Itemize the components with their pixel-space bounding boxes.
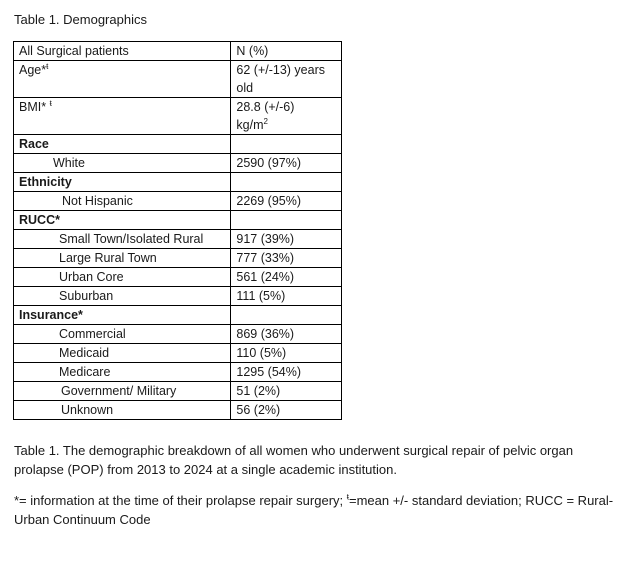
race-heading-value [231,135,342,154]
bmi-value [231,98,342,135]
table-row [14,401,342,420]
footnote-sup: ŧ [346,492,349,502]
age-sup: ŧ [46,61,49,71]
footnote-part1: *= information at the time of their prolapse repair surgery; [14,493,347,508]
age-label-text: Age* [19,63,47,77]
rucc-row-label: Small Town/Isolated Rural [14,230,231,249]
table-row [14,192,342,211]
rucc-heading-row [14,211,342,230]
table-footnote [14,491,614,529]
insurance-row-label: Commercial [14,325,231,344]
insurance-row-label: Government/ Military [14,382,231,401]
age-value [231,61,342,98]
insurance-row-label: Medicare [14,363,231,382]
table-row [14,325,342,344]
table-header-row [14,42,342,61]
rucc-row-value: 777 (33%) [231,249,342,268]
age-value-line2: old [236,81,254,95]
age-label [14,61,231,98]
race-row-value: 2590 (97%) [231,154,342,173]
race-heading-row [14,135,342,154]
ethnicity-row-label: Not Hispanic [14,192,231,211]
race-heading: Race [14,135,231,154]
ethnicity-heading: Ethnicity [14,173,231,192]
table-caption: Table 1. The demographic breakdown of all women who underwent surgical repair of pelvic organ prolapse (POP) from 2013 to 2024 at a single academic institution. [14,443,574,477]
insurance-heading-row [14,306,342,325]
table-row [14,363,342,382]
rucc-row-value: 561 (24%) [231,268,342,287]
age-value-line1: 62 (+/-13) years [236,63,325,77]
insurance-row-value: 869 (36%) [231,325,342,344]
table-row [14,249,342,268]
insurance-row-label: Unknown [14,401,231,420]
table-row [14,344,342,363]
rucc-heading: RUCC* [14,211,231,230]
bmi-unit-sup: 2 [263,116,268,126]
table-row [14,287,342,306]
insurance-heading: Insurance* [14,306,231,325]
rucc-row-value: 111 (5%) [231,287,342,306]
table-row [14,230,342,249]
table-row [14,268,342,287]
footnote-part2: =mean +/- standard deviation; RUCC = Rural-Urban Continuum Code [14,493,614,527]
rucc-row-value: 917 (39%) [231,230,342,249]
rucc-row-label: Large Rural Town [14,249,231,268]
bmi-value-line1: 28.8 (+/-6) [236,100,295,114]
bmi-label-text: BMI* [19,100,50,114]
age-row [14,61,342,98]
insurance-row-value: 56 (2%) [231,401,342,420]
header-col2: N (%) [231,42,342,61]
insurance-row-label: Medicaid [14,344,231,363]
ethnicity-heading-value [231,173,342,192]
ethnicity-row-value: 2269 (95%) [231,192,342,211]
bmi-sup: ŧ [49,98,52,108]
race-row-label: White [14,154,231,173]
rucc-row-label: Suburban [14,287,231,306]
bmi-unit: kg/m [236,118,264,132]
ethnicity-heading-row [14,173,342,192]
table-row [14,154,342,173]
table-row [14,382,342,401]
rucc-row-label: Urban Core [14,268,231,287]
bmi-label [14,98,231,135]
insurance-row-value: 1295 (54%) [231,363,342,382]
insurance-row-value: 51 (2%) [231,382,342,401]
insurance-heading-value [231,306,342,325]
rucc-heading-value [231,211,342,230]
header-col1: All Surgical patients [14,42,231,61]
bmi-row [14,98,342,135]
table-title: Table 1. Demographics [14,12,147,27]
insurance-row-value: 110 (5%) [231,344,342,363]
demographics-table [13,41,342,420]
